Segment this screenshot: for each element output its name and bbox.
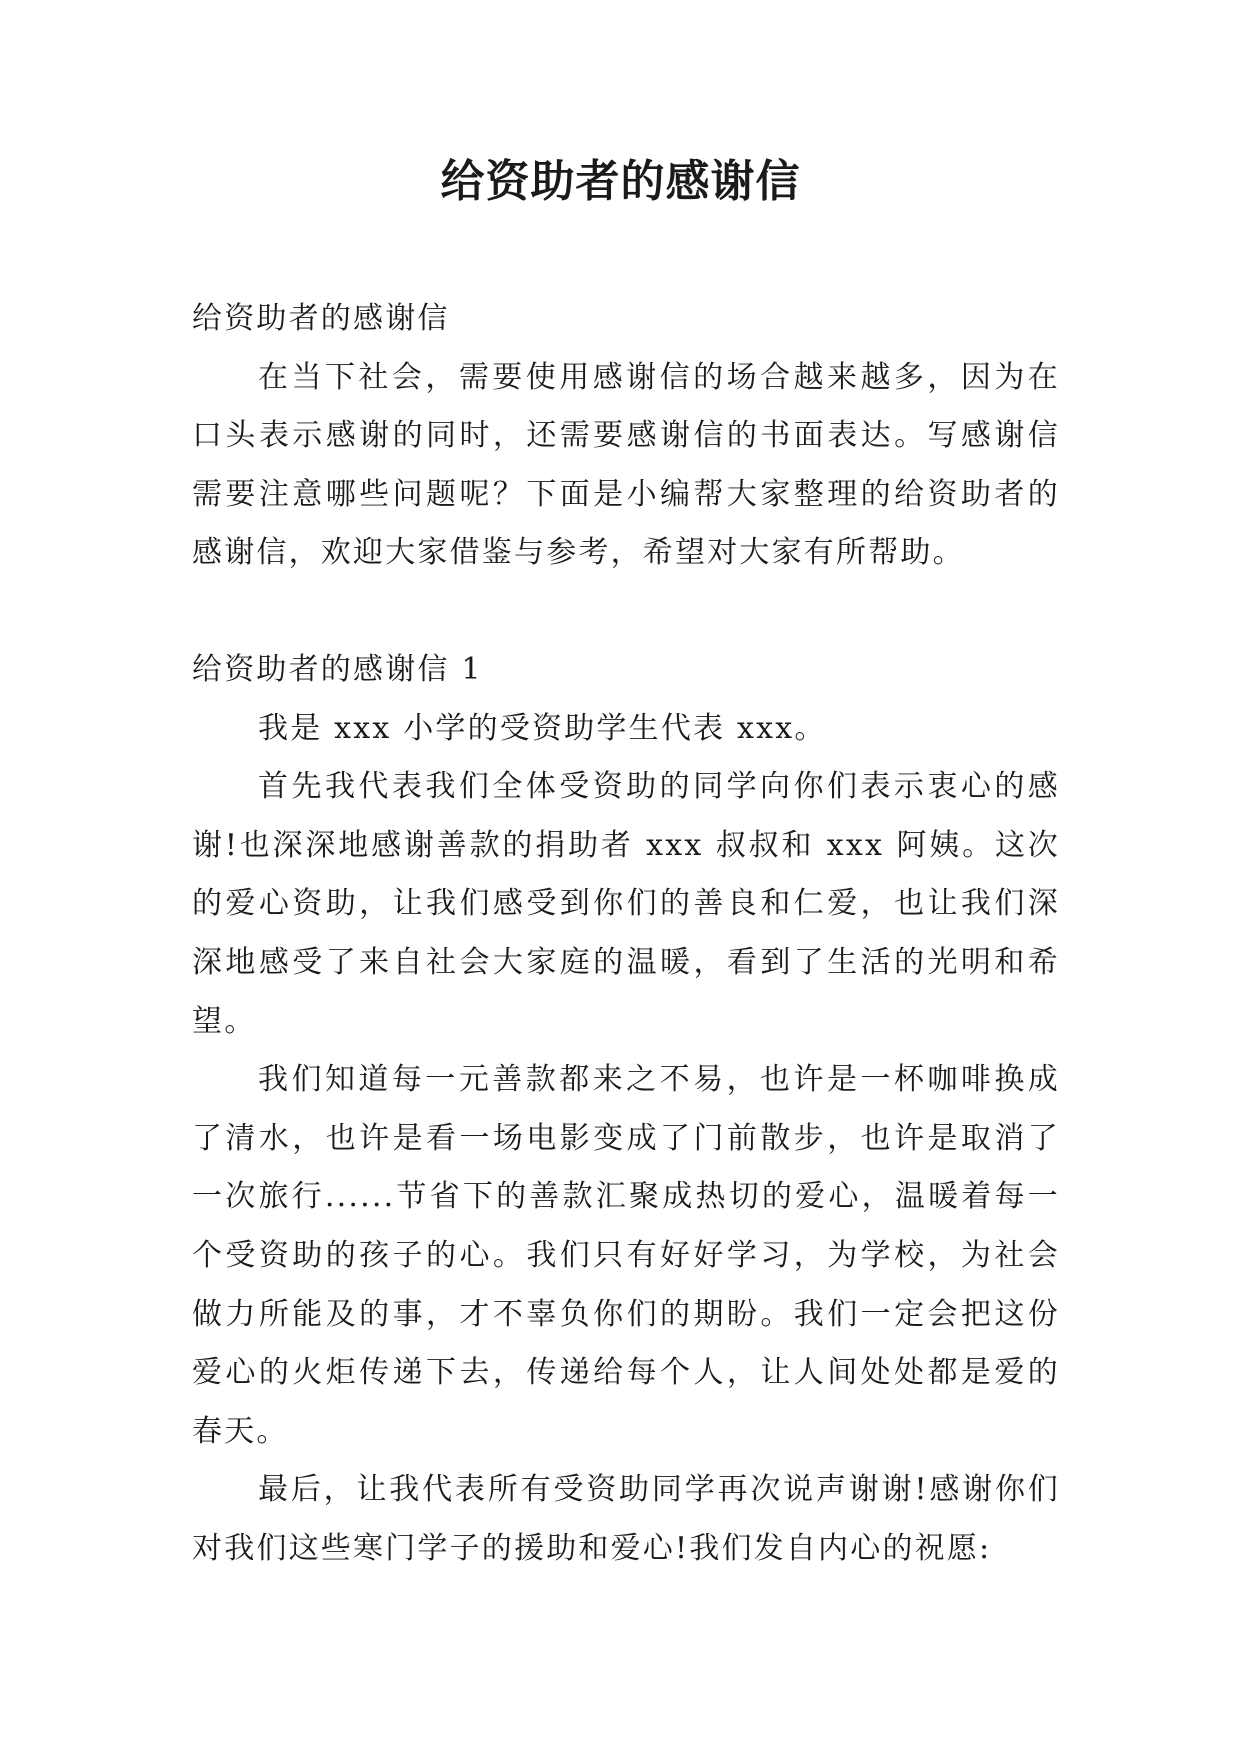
body-paragraph: 我是 xxx 小学的受资助学生代表 xxx。 xyxy=(258,710,827,746)
intro-paragraph: 在当下社会，需要使用感谢信的场合越来越多，因为在口头表示感谢的同时，还需要感谢信的书面表达。写感谢信需要注意哪些问题呢？下面是小编帮大家整理的给资助者的感谢信，欢迎大家借鉴与参考，希望对大家有所帮助。 xyxy=(192,359,1060,571)
body-paragraph: 首先我代表我们全体受资助的同学向你们表示衷心的感谢!也深深地感谢善款的捐助者 xxx 叔叔和 xxx 阿姨。这次的爱心资助，让我们感受到你们的善良和仁爱，也让我们深深地感受了来自社会大家庭的温暖，看到了生活的光明和希望。 xyxy=(192,769,1060,1039)
body-paragraph: 最后，让我代表所有受资助同学再次说声谢谢!感谢你们对我们这些寒门学子的援助和爱心!我们发自内心的祝愿: xyxy=(192,1472,1060,1566)
body-paragraph: 我们知道每一元善款都来之不易，也许是一杯咖啡换成了清水，也许是看一场电影变成了门前散步，也许是取消了一次旅行......节省下的善款汇聚成热切的爱心，温暖着每一个受资助的孩子的心。我们只有好好学习，为学校，为社会做力所能及的事，才不辜负你们的期盼。我们一定会把这份爱心的火炬传递下去，传递给每个人，让人间处处都是爱的春天。 xyxy=(192,1062,1060,1449)
document-title: 给资助者的感谢信 xyxy=(440,156,801,207)
intro-heading: 给资助者的感谢信 xyxy=(192,301,450,336)
section-heading: 给资助者的感谢信 1 xyxy=(192,651,483,687)
paragraph-spacer xyxy=(192,583,1060,641)
document-body xyxy=(192,290,1060,1578)
